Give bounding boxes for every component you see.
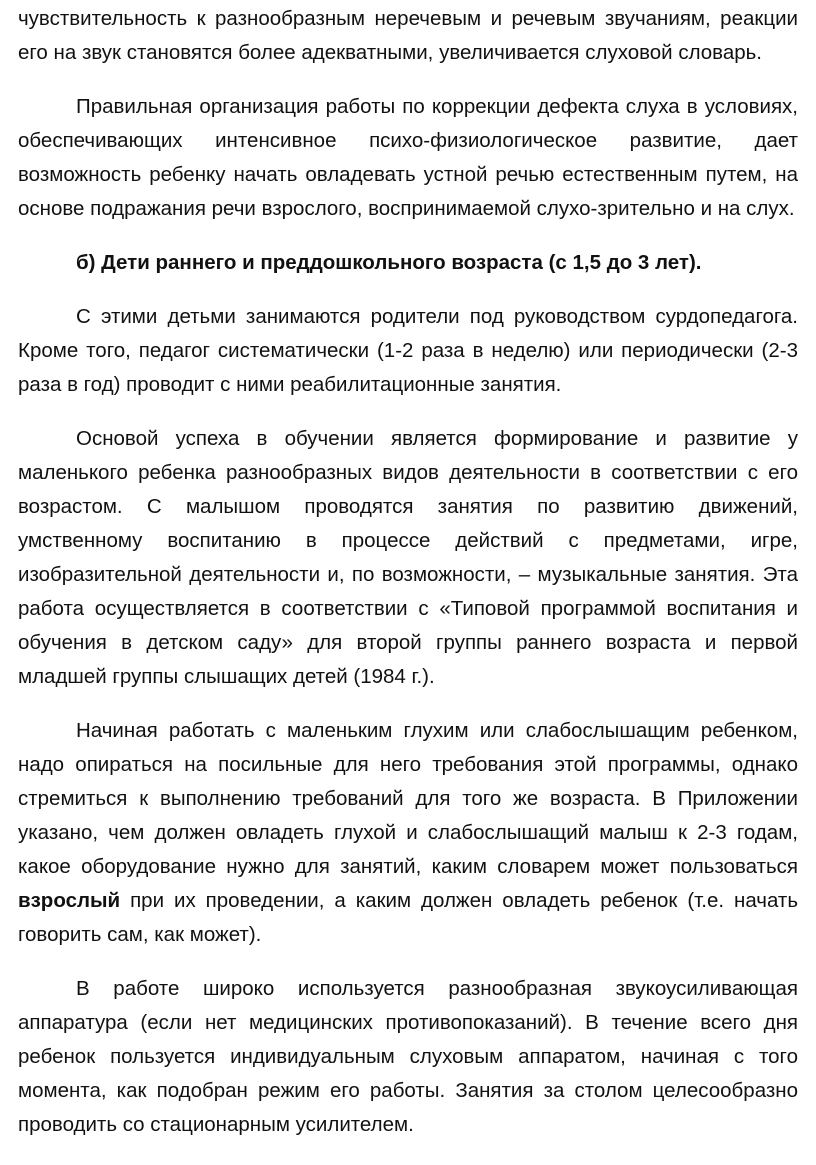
paragraph-equipment: В работе широко используется разнообразная звукоусиливающая аппаратура (если нет медицинских противопоказаний). В течение всего дня ребенок пользуется индивидуальным слуховым аппаратом, начиная с того момента, как подобран режим его работы. Занятия за столом целесообразно проводить со стационарным усилителем. bbox=[18, 977, 798, 1136]
paragraph-activities: Основой успеха в обучении является формирование и развитие у маленького ребенка разнообразных видов деятельности в соответствии с его возрастом. С малышом проводятся занятия по развитию движений, умственному воспитанию в процессе действий с предметами, игре, изобразительной деятельности и, по возможности, – музыкальные занятия. Эта работа осуществляется в соответствии с «Типовой программой воспитания и обучения в детском саду» для второй группы раннего возраста и первой младшей группы слышащих детей (1984 г.). bbox=[18, 427, 798, 688]
paragraph-text-part1: Начиная работать с маленьким глухим или слабослышащим ребенком, надо опираться на посильные для него требования этой программы, однако стремиться к выполнению требований для того же возраста. В Приложении указано, чем должен овладеть глухой и слабослышащий малыш к 2-3 годам, какое оборудование нужно для занятий, каким словарем может пользоваться bbox=[18, 719, 798, 878]
paragraph-hearing-correction: Правильная организация работы по коррекции дефекта слуха в условиях, обеспечивающих интенсивное психо-физиологическое развитие, дает возможность ребенку начать овладевать устной речью естественным путем, на основе подражания речи взрослого, воспринимаемой слухо-зрительно и на слух. bbox=[18, 95, 798, 220]
document-page bbox=[18, 0, 798, 1142]
paragraph-text-part2: при их проведении, а каким должен овладеть ребенок (т.е. начать говорить сам, как может). bbox=[18, 889, 799, 946]
paragraph-parents: С этими детьми занимаются родители под руководством сурдопедагога. Кроме того, педагог систематически (1-2 раза в неделю) или периодически (2-3 раза в год) проводит с ними реабилитационные занятия. bbox=[18, 305, 798, 396]
bold-word-adult: взрослый bbox=[18, 889, 121, 912]
paragraph-continuation: чувствительность к разнообразным неречевым и речевым звучаниям, реакции его на звук становятся более адекватными, увеличивается слуховой словарь. bbox=[18, 7, 798, 64]
paragraph-program-requirements bbox=[18, 714, 798, 952]
section-heading: б) Дети раннего и преддошкольного возраста (с 1,5 до 3 лет). bbox=[76, 251, 702, 274]
